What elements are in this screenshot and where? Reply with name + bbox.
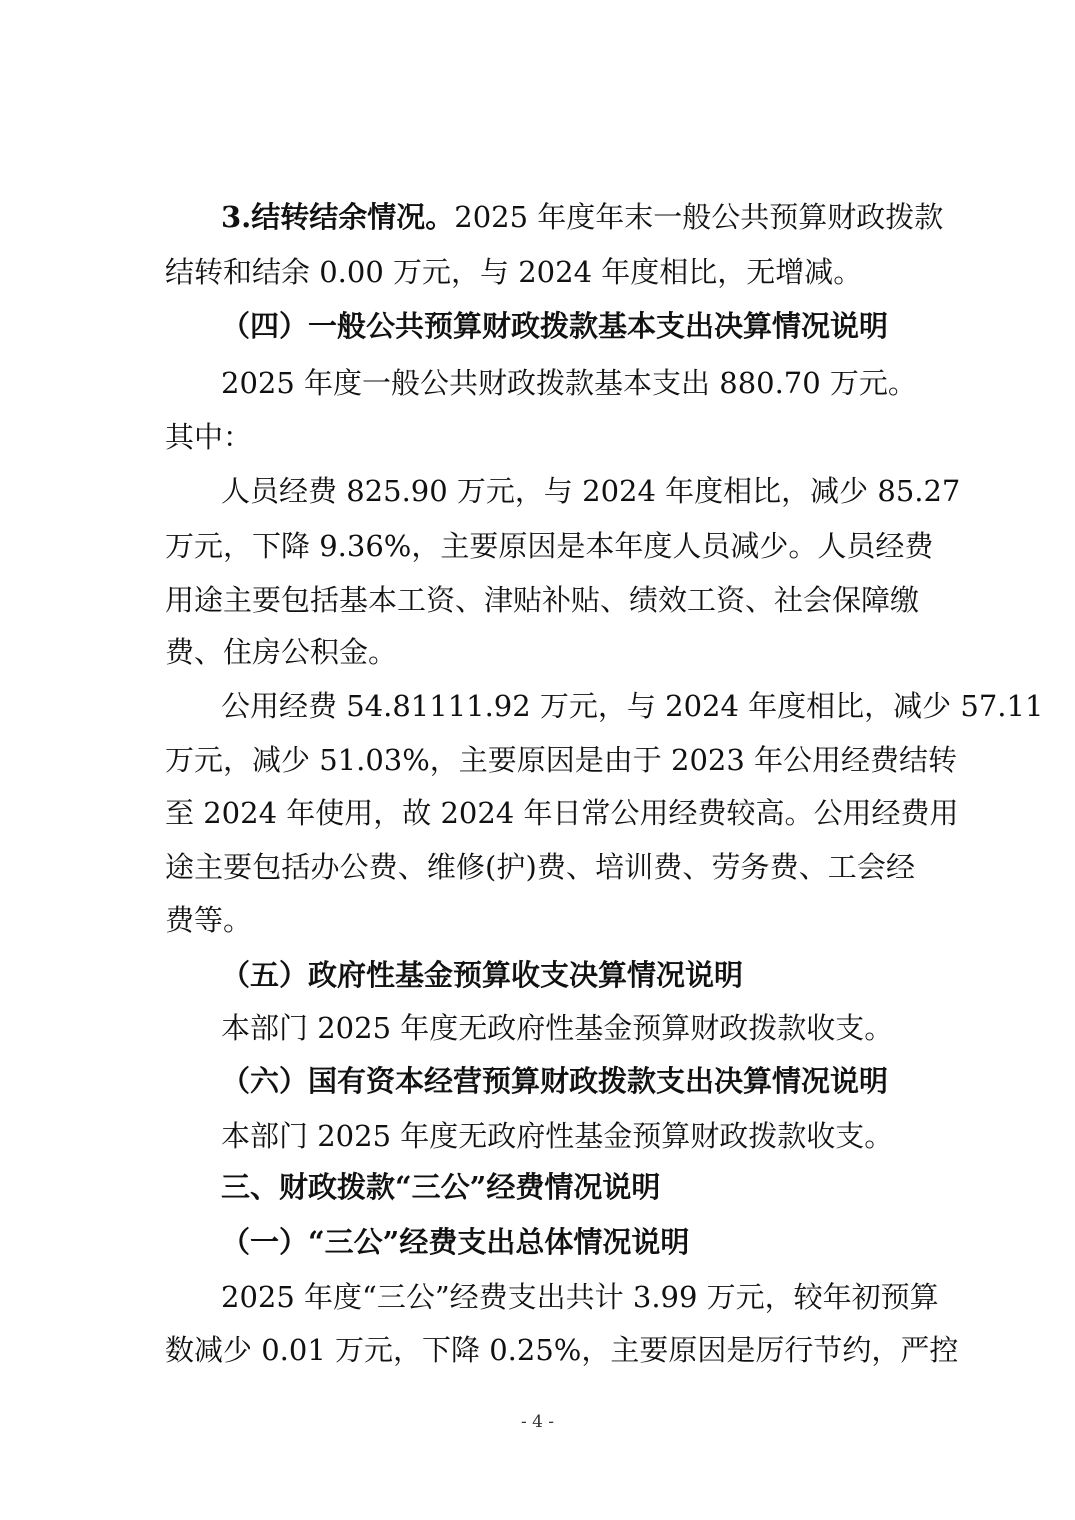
subsection-heading: （一）“三公”经费支出总体情况说明 bbox=[221, 1225, 690, 1259]
subsection-heading: （四）一般公共预算财政拨款基本支出决算情况说明 bbox=[221, 309, 889, 343]
paragraph-line: 2025 年度“三公”经费支出共计 3.99 万元，较年初预算 bbox=[221, 1280, 939, 1314]
paragraph-line: 数减少 0.01 万元，下降 0.25%，主要原因是厉行节约，严控 bbox=[165, 1333, 959, 1367]
paragraph-line: 至 2024 年使用，故 2024 年日常公用经费较高。公用经费用 bbox=[165, 796, 959, 830]
paragraph-line: 公用经费 54.81111.92 万元，与 2024 年度相比，减少 57.11 bbox=[221, 689, 1044, 723]
paragraph-line: 万元，下降 9.36%，主要原因是本年度人员减少。人员经费 bbox=[165, 529, 934, 563]
paragraph-line: 用途主要包括基本工资、津贴补贴、绩效工资、社会保障缴 bbox=[165, 583, 920, 617]
page-number: - 4 - bbox=[520, 1412, 555, 1432]
paragraph-line: 结转和结余 0.00 万元，与 2024 年度相比，无增减。 bbox=[165, 255, 863, 289]
subsection-heading: （五）政府性基金预算收支决算情况说明 bbox=[221, 958, 744, 992]
paragraph-line: 费、住房公积金。 bbox=[165, 635, 398, 669]
paragraph-line: 万元，减少 51.03%，主要原因是由于 2023 年公用经费结转 bbox=[165, 743, 958, 777]
subsection-heading: （六）国有资本经营预算财政拨款支出决算情况说明 bbox=[221, 1064, 889, 1098]
paragraph-line: 费等。 bbox=[165, 903, 253, 937]
section-lead: 3.结转结余情况。 bbox=[221, 200, 455, 234]
line-text: 2025 年度年末一般公共预算财政拨款 bbox=[454, 200, 944, 234]
paragraph-line: 本部门 2025 年度无政府性基金预算财政拨款收支。 bbox=[221, 1119, 894, 1153]
paragraph-line: 途主要包括办公费、维修(护)费、培训费、劳务费、工会经 bbox=[165, 850, 915, 884]
paragraph-line: 人员经费 825.90 万元，与 2024 年度相比，减少 85.27 bbox=[221, 474, 961, 508]
paragraph-line: 2025 年度一般公共财政拨款基本支出 880.70 万元。 bbox=[221, 366, 917, 400]
paragraph-line: 其中： bbox=[165, 420, 253, 454]
section-heading: 三、财政拨款“三公”经费情况说明 bbox=[221, 1170, 661, 1204]
paragraph-line bbox=[221, 197, 944, 237]
paragraph-line: 本部门 2025 年度无政府性基金预算财政拨款收支。 bbox=[221, 1011, 894, 1045]
